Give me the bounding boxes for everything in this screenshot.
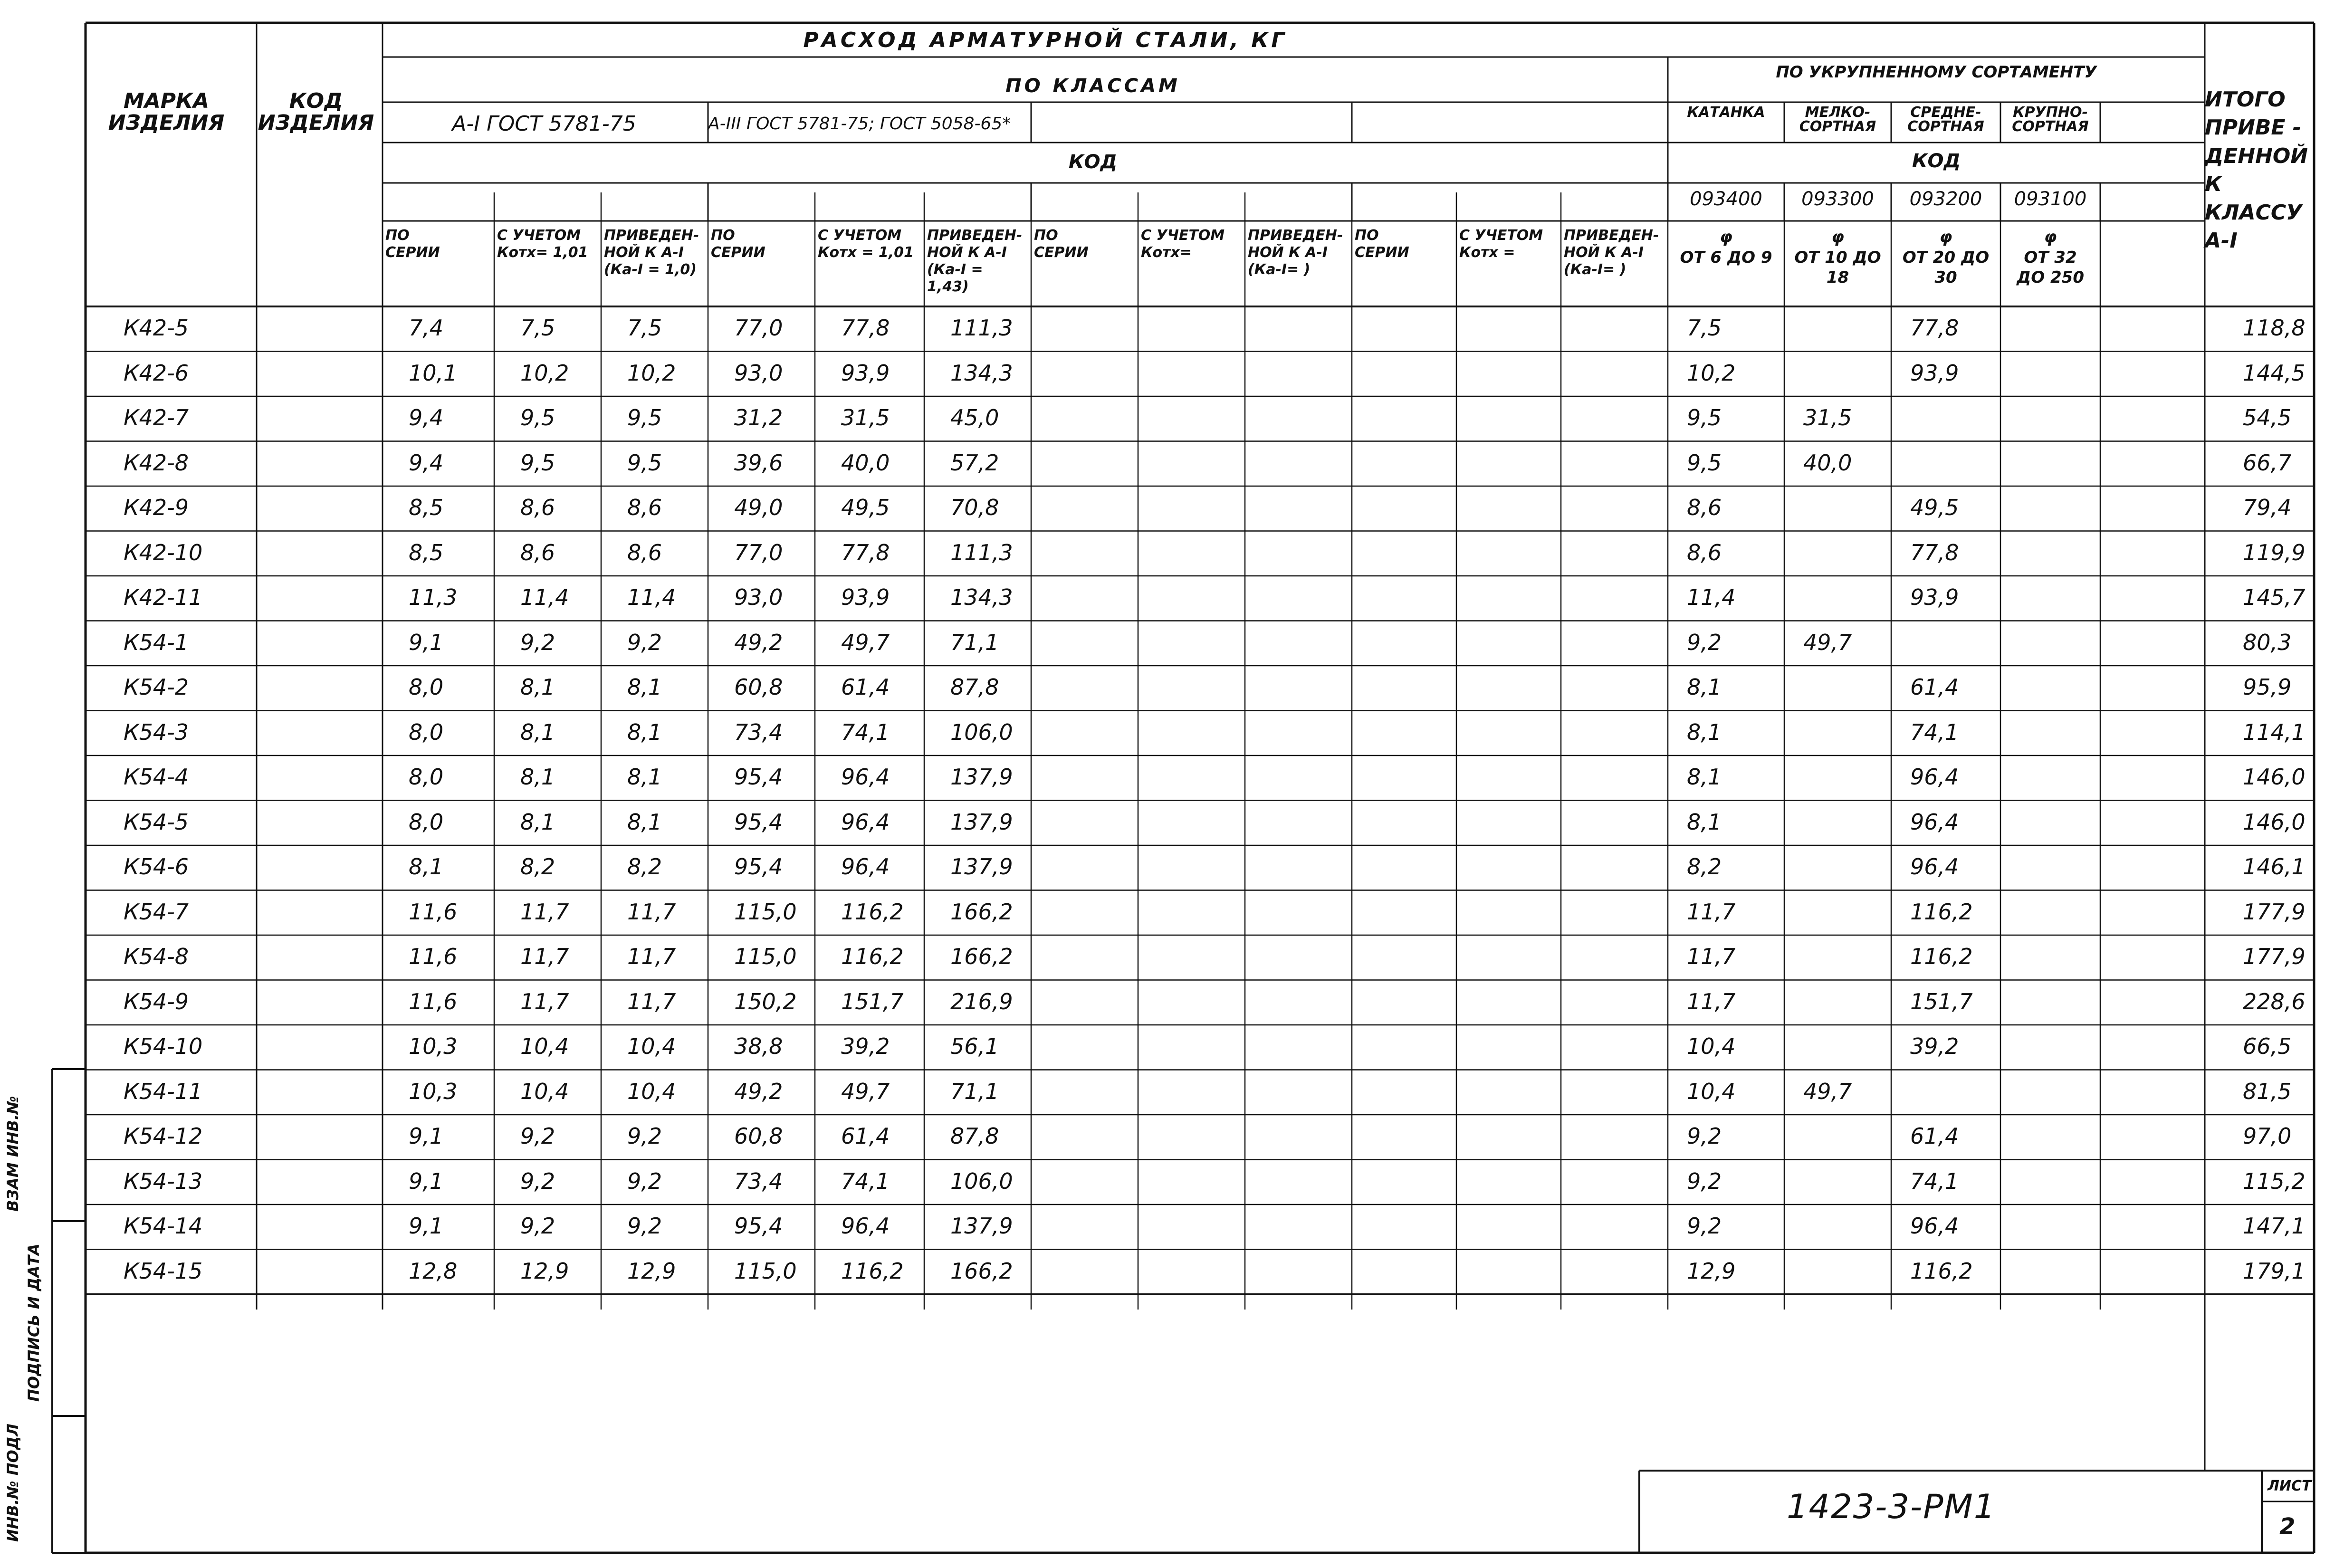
sub-header-10: С УЧЕТОМ Котх = bbox=[1459, 227, 1543, 261]
sub-header-9: ПО СЕРИИ bbox=[1355, 227, 1409, 261]
cell-total: 179,1 bbox=[2243, 1258, 2306, 1284]
cell-class-4: 116,2 bbox=[841, 944, 904, 969]
cell-class-2: 9,2 bbox=[627, 1168, 662, 1194]
cell-class-3: 38,8 bbox=[734, 1033, 783, 1059]
cell-class-2: 9,5 bbox=[627, 449, 662, 476]
cell-class-4: 61,4 bbox=[841, 674, 890, 700]
cell-class-3: 77,0 bbox=[734, 539, 783, 565]
cell-class-4: 96,4 bbox=[841, 1213, 890, 1239]
cell-class-0: 9,1 bbox=[409, 1168, 444, 1194]
header-po-klassam: ПО КЛАССАМ bbox=[1005, 75, 1180, 97]
cell-class-4: 49,5 bbox=[841, 495, 890, 520]
cell-class-1: 10,4 bbox=[520, 1078, 569, 1104]
cell-class-0: 8,0 bbox=[409, 809, 444, 835]
cell-class-2: 9,2 bbox=[627, 1123, 662, 1149]
cell-class-3: 49,2 bbox=[734, 629, 783, 655]
cell-sortament-2: 116,2 bbox=[1910, 899, 1973, 925]
cell-total: 114,1 bbox=[2243, 719, 2306, 745]
cell-total: 228,6 bbox=[2243, 988, 2306, 1014]
cell-class-2: 8,1 bbox=[627, 674, 662, 700]
row-mark: К42-8 bbox=[124, 449, 189, 476]
cell-class-5: 137,9 bbox=[950, 854, 1013, 880]
cell-class-2: 11,4 bbox=[627, 584, 676, 610]
cell-class-1: 8,1 bbox=[520, 809, 555, 835]
cell-class-3: 115,0 bbox=[734, 944, 797, 969]
cell-class-2: 9,2 bbox=[627, 1213, 662, 1239]
row-mark: К54-10 bbox=[124, 1033, 203, 1059]
cell-sortament-0: 9,5 bbox=[1687, 449, 1722, 476]
cell-class-3: 150,2 bbox=[734, 988, 797, 1014]
cell-class-1: 7,5 bbox=[520, 315, 555, 341]
cell-sortament-2: 93,9 bbox=[1910, 360, 1959, 386]
cell-total: 80,3 bbox=[2243, 629, 2292, 655]
row-mark: К54-15 bbox=[124, 1258, 203, 1284]
cell-total: 146,1 bbox=[2243, 854, 2306, 880]
header-itogo: ИТОГО ПРИВЕ - ДЕННОЙ К КЛАССУ А-I bbox=[2205, 87, 2308, 253]
cell-sortament-0: 10,2 bbox=[1687, 360, 1736, 386]
cell-class-4: 74,1 bbox=[841, 1168, 890, 1194]
cell-sortament-1: 49,7 bbox=[1803, 1078, 1852, 1104]
cell-total: 145,7 bbox=[2243, 584, 2306, 610]
cell-class-1: 8,6 bbox=[520, 539, 555, 565]
cell-class-3: 77,0 bbox=[734, 315, 783, 341]
cell-sortament-0: 8,2 bbox=[1687, 854, 1722, 880]
cell-total: 54,5 bbox=[2243, 405, 2292, 430]
cell-class-4: 61,4 bbox=[841, 1123, 890, 1149]
sub-header-8: ПРИВЕДЕН- НОЙ К А-I (Ка-I= ) bbox=[1248, 227, 1343, 278]
cell-class-5: 134,3 bbox=[950, 360, 1013, 386]
cell-class-4: 116,2 bbox=[841, 1258, 904, 1284]
cell-class-2: 9,2 bbox=[627, 629, 662, 655]
cell-class-3: 31,2 bbox=[734, 405, 783, 430]
cell-class-4: 49,7 bbox=[841, 1078, 890, 1104]
cell-sortament-0: 9,2 bbox=[1687, 629, 1722, 655]
cell-class-3: 95,4 bbox=[734, 809, 783, 835]
cell-class-1: 12,9 bbox=[520, 1258, 569, 1284]
cell-class-5: 87,8 bbox=[950, 1123, 999, 1149]
cell-total: 79,4 bbox=[2243, 495, 2292, 520]
sort-code-1: 093300 bbox=[1801, 188, 1874, 210]
cell-class-2: 11,7 bbox=[627, 988, 676, 1014]
cell-class-0: 10,3 bbox=[409, 1078, 458, 1104]
cell-class-1: 8,1 bbox=[520, 674, 555, 700]
row-mark: К54-14 bbox=[124, 1213, 203, 1239]
cell-total: 95,9 bbox=[2243, 674, 2292, 700]
cell-class-1: 10,2 bbox=[520, 360, 569, 386]
cell-class-5: 137,9 bbox=[950, 1213, 1013, 1239]
cell-sortament-0: 10,4 bbox=[1687, 1078, 1736, 1104]
cell-class-3: 115,0 bbox=[734, 1258, 797, 1284]
cell-total: 81,5 bbox=[2243, 1078, 2292, 1104]
sheet-label: ЛИСТ bbox=[2268, 1478, 2312, 1494]
cell-class-3: 73,4 bbox=[734, 1168, 783, 1194]
cell-class-4: 96,4 bbox=[841, 854, 890, 880]
cell-class-5: 70,8 bbox=[950, 495, 999, 520]
cell-class-0: 7,4 bbox=[409, 315, 444, 341]
cell-class-3: 95,4 bbox=[734, 764, 783, 790]
cell-sortament-0: 8,1 bbox=[1687, 764, 1722, 790]
cell-sortament-0: 8,6 bbox=[1687, 539, 1722, 565]
cell-class-2: 8,1 bbox=[627, 764, 662, 790]
cell-class-1: 11,7 bbox=[520, 988, 569, 1014]
cell-class-2: 10,2 bbox=[627, 360, 676, 386]
cell-class-1: 9,2 bbox=[520, 1213, 555, 1239]
cell-class-5: 216,9 bbox=[950, 988, 1013, 1014]
cell-sortament-2: 61,4 bbox=[1910, 674, 1959, 700]
cell-class-0: 10,3 bbox=[409, 1033, 458, 1059]
sort-label-0: КАТАНКА bbox=[1687, 104, 1765, 121]
cell-sortament-2: 74,1 bbox=[1910, 1168, 1959, 1194]
cell-class-4: 40,0 bbox=[841, 449, 890, 476]
cell-class-5: 71,1 bbox=[950, 629, 999, 655]
cell-class-3: 60,8 bbox=[734, 1123, 783, 1149]
cell-class-0: 11,3 bbox=[409, 584, 458, 610]
cell-sortament-2: 151,7 bbox=[1910, 988, 1973, 1014]
cell-class-3: 93,0 bbox=[734, 584, 783, 610]
cell-sortament-2: 93,9 bbox=[1910, 584, 1959, 610]
cell-class-0: 9,1 bbox=[409, 1213, 444, 1239]
cell-class-4: 96,4 bbox=[841, 809, 890, 835]
cell-class-3: 95,4 bbox=[734, 1213, 783, 1239]
row-mark: К54-13 bbox=[124, 1168, 203, 1194]
cell-class-5: 137,9 bbox=[950, 764, 1013, 790]
sort-label-2: СРЕДНЕ- СОРТНАЯ bbox=[1907, 104, 1984, 135]
cell-class-5: 137,9 bbox=[950, 809, 1013, 835]
cell-total: 115,2 bbox=[2243, 1168, 2306, 1194]
cell-class-5: 71,1 bbox=[950, 1078, 999, 1104]
cell-class-4: 77,8 bbox=[841, 539, 890, 565]
cell-sortament-1: 40,0 bbox=[1803, 449, 1852, 476]
cell-class-5: 111,3 bbox=[950, 315, 1013, 341]
cell-class-0: 11,6 bbox=[409, 944, 458, 969]
sub-header-6: ПО СЕРИИ bbox=[1034, 227, 1089, 261]
cell-class-3: 60,8 bbox=[734, 674, 783, 700]
cell-sortament-2: 74,1 bbox=[1910, 719, 1959, 745]
cell-class-0: 8,5 bbox=[409, 539, 444, 565]
cell-class-4: 77,8 bbox=[841, 315, 890, 341]
cell-class-1: 9,2 bbox=[520, 1168, 555, 1194]
cell-sortament-0: 9,5 bbox=[1687, 405, 1722, 430]
cell-class-1: 11,7 bbox=[520, 944, 569, 969]
row-mark: К54-11 bbox=[124, 1078, 203, 1104]
cell-class-4: 49,7 bbox=[841, 629, 890, 655]
cell-sortament-0: 11,7 bbox=[1687, 899, 1736, 925]
cell-class-0: 9,4 bbox=[409, 405, 444, 430]
stamp-vzam-inv: ВЗАМ ИНВ.№ bbox=[4, 1096, 22, 1212]
cell-sortament-2: 96,4 bbox=[1910, 854, 1959, 880]
cell-sortament-0: 7,5 bbox=[1687, 315, 1722, 341]
cell-class-3: 49,2 bbox=[734, 1078, 783, 1104]
cell-total: 146,0 bbox=[2243, 764, 2306, 790]
cell-class-1: 11,7 bbox=[520, 899, 569, 925]
header-class-a1: А-I ГОСТ 5781-75 bbox=[452, 112, 636, 136]
cell-class-3: 93,0 bbox=[734, 360, 783, 386]
cell-class-1: 10,4 bbox=[520, 1033, 569, 1059]
row-mark: К42-5 bbox=[124, 315, 189, 341]
cell-sortament-2: 61,4 bbox=[1910, 1123, 1959, 1149]
cell-sortament-2: 77,8 bbox=[1910, 315, 1959, 341]
cell-class-4: 39,2 bbox=[841, 1033, 890, 1059]
header-marka: МАРКА ИЗДЕЛИЯ bbox=[108, 89, 225, 135]
cell-class-1: 8,1 bbox=[520, 764, 555, 790]
cell-class-0: 11,6 bbox=[409, 988, 458, 1014]
cell-total: 177,9 bbox=[2243, 899, 2306, 925]
cell-class-1: 8,2 bbox=[520, 854, 555, 880]
cell-class-5: 106,0 bbox=[950, 1168, 1013, 1194]
cell-sortament-2: 49,5 bbox=[1910, 495, 1959, 520]
cell-class-2: 8,1 bbox=[627, 809, 662, 835]
cell-class-5: 166,2 bbox=[950, 899, 1013, 925]
cell-sortament-0: 8,1 bbox=[1687, 719, 1722, 745]
row-mark: К54-7 bbox=[124, 899, 189, 925]
cell-sortament-2: 116,2 bbox=[1910, 944, 1973, 969]
cell-class-0: 8,0 bbox=[409, 674, 444, 700]
cell-class-0: 8,5 bbox=[409, 495, 444, 520]
cell-total: 177,9 bbox=[2243, 944, 2306, 969]
cell-sortament-0: 11,7 bbox=[1687, 988, 1736, 1014]
cell-class-2: 8,6 bbox=[627, 495, 662, 520]
cell-class-2: 10,4 bbox=[627, 1078, 676, 1104]
cell-sortament-0: 9,2 bbox=[1687, 1213, 1722, 1239]
row-mark: К54-2 bbox=[124, 674, 189, 700]
cell-sortament-2: 96,4 bbox=[1910, 809, 1959, 835]
cell-class-3: 49,0 bbox=[734, 495, 783, 520]
header-title: РАСХОД АРМАТУРНОЙ СТАЛИ, КГ bbox=[803, 28, 1288, 52]
cell-total: 147,1 bbox=[2243, 1213, 2306, 1239]
cell-class-5: 106,0 bbox=[950, 719, 1013, 745]
cell-sortament-0: 12,9 bbox=[1687, 1258, 1736, 1284]
cell-sortament-1: 49,7 bbox=[1803, 629, 1852, 655]
cell-class-4: 116,2 bbox=[841, 899, 904, 925]
row-mark: К42-6 bbox=[124, 360, 189, 386]
header-kod-sortament: КОД bbox=[1912, 150, 1961, 172]
cell-class-5: 56,1 bbox=[950, 1033, 999, 1059]
stamp-podpis-data: ПОДПИСЬ И ДАТА bbox=[25, 1243, 43, 1402]
cell-sortament-2: 116,2 bbox=[1910, 1258, 1973, 1284]
cell-class-2: 10,4 bbox=[627, 1033, 676, 1059]
cell-total: 118,8 bbox=[2243, 315, 2306, 341]
cell-class-2: 11,7 bbox=[627, 944, 676, 969]
sheet-number: 2 bbox=[2279, 1513, 2296, 1540]
cell-class-0: 12,8 bbox=[409, 1258, 458, 1284]
cell-sortament-2: 77,8 bbox=[1910, 539, 1959, 565]
row-mark: К54-9 bbox=[124, 988, 189, 1014]
cell-class-3: 73,4 bbox=[734, 719, 783, 745]
cell-total: 119,9 bbox=[2243, 539, 2306, 565]
cell-class-1: 8,6 bbox=[520, 495, 555, 520]
cell-class-0: 8,0 bbox=[409, 764, 444, 790]
row-mark: К42-7 bbox=[124, 405, 189, 430]
sub-header-7: С УЧЕТОМ Котх= bbox=[1141, 227, 1225, 261]
cell-sortament-0: 8,1 bbox=[1687, 674, 1722, 700]
cell-class-5: 87,8 bbox=[950, 674, 999, 700]
cell-class-5: 111,3 bbox=[950, 539, 1013, 565]
row-mark: К54-1 bbox=[124, 629, 189, 655]
cell-class-1: 8,1 bbox=[520, 719, 555, 745]
cell-class-0: 9,1 bbox=[409, 1123, 444, 1149]
cell-class-2: 8,6 bbox=[627, 539, 662, 565]
cell-class-0: 9,1 bbox=[409, 629, 444, 655]
cell-class-2: 8,1 bbox=[627, 719, 662, 745]
cell-class-0: 9,4 bbox=[409, 449, 444, 476]
cell-class-1: 9,2 bbox=[520, 629, 555, 655]
cell-sortament-0: 11,7 bbox=[1687, 944, 1736, 969]
row-mark: К54-8 bbox=[124, 944, 189, 969]
stamp-inv-podl: ИНВ.№ ПОДЛ bbox=[4, 1424, 22, 1542]
header-class-a3: А-III ГОСТ 5781-75; ГОСТ 5058-65* bbox=[708, 114, 1011, 134]
row-mark: К54-3 bbox=[124, 719, 189, 745]
row-mark: К54-4 bbox=[124, 764, 189, 790]
row-mark: К42-11 bbox=[124, 584, 203, 610]
sort-label-1: МЕЛКО- СОРТНАЯ bbox=[1799, 104, 1876, 135]
cell-class-5: 166,2 bbox=[950, 1258, 1013, 1284]
cell-class-1: 9,2 bbox=[520, 1123, 555, 1149]
sub-header-2: ПРИВЕДЕН- НОЙ К А-I (Ка-I = 1,0) bbox=[604, 227, 699, 278]
cell-sortament-0: 9,2 bbox=[1687, 1123, 1722, 1149]
sort-range-2: φ ОТ 20 ДО 30 bbox=[1902, 228, 1990, 287]
sort-code-3: 093100 bbox=[2014, 188, 2087, 210]
cell-sortament-2: 96,4 bbox=[1910, 764, 1959, 790]
cell-class-2: 11,7 bbox=[627, 899, 676, 925]
header-kod-classes: КОД bbox=[1068, 151, 1118, 173]
cell-class-2: 12,9 bbox=[627, 1258, 676, 1284]
sub-header-4: С УЧЕТОМ Котх = 1,01 bbox=[818, 227, 914, 261]
header-kod-izdeliya: КОД ИЗДЕЛИЯ bbox=[258, 89, 374, 135]
row-mark: К54-12 bbox=[124, 1123, 203, 1149]
cell-class-0: 8,0 bbox=[409, 719, 444, 745]
sort-code-0: 093400 bbox=[1690, 188, 1762, 210]
sort-range-3: φ ОТ 32 ДО 250 bbox=[2017, 228, 2084, 287]
cell-class-5: 57,2 bbox=[950, 449, 999, 476]
cell-class-3: 39,6 bbox=[734, 449, 783, 476]
sub-header-11: ПРИВЕДЕН- НОЙ К А-I (Ка-I= ) bbox=[1564, 227, 1659, 278]
sort-code-2: 093200 bbox=[1909, 188, 1982, 210]
row-mark: К54-5 bbox=[124, 809, 189, 835]
sort-label-3: КРУПНО- СОРТНАЯ bbox=[2012, 104, 2089, 135]
cell-class-3: 115,0 bbox=[734, 899, 797, 925]
row-mark: К42-9 bbox=[124, 495, 189, 520]
cell-class-2: 7,5 bbox=[627, 315, 662, 341]
cell-class-4: 93,9 bbox=[841, 584, 890, 610]
cell-total: 144,5 bbox=[2243, 360, 2306, 386]
cell-sortament-2: 96,4 bbox=[1910, 1213, 1959, 1239]
cell-sortament-0: 8,6 bbox=[1687, 495, 1722, 520]
cell-sortament-0: 10,4 bbox=[1687, 1033, 1736, 1059]
cell-class-5: 134,3 bbox=[950, 584, 1013, 610]
header-po-sortamentu: ПО УКРУПНЕННОМУ СОРТАМЕНТУ bbox=[1776, 63, 2097, 82]
cell-class-1: 11,4 bbox=[520, 584, 569, 610]
cell-total: 97,0 bbox=[2243, 1123, 2292, 1149]
sub-header-3: ПО СЕРИИ bbox=[711, 227, 765, 261]
document-code: 1423-3-РМ1 bbox=[1787, 1487, 1996, 1526]
cell-class-0: 11,6 bbox=[409, 899, 458, 925]
row-mark: К42-10 bbox=[124, 539, 203, 565]
cell-class-2: 8,2 bbox=[627, 854, 662, 880]
cell-sortament-0: 8,1 bbox=[1687, 809, 1722, 835]
cell-class-0: 8,1 bbox=[409, 854, 444, 880]
cell-sortament-1: 31,5 bbox=[1803, 405, 1852, 430]
cell-class-4: 31,5 bbox=[841, 405, 890, 430]
sort-range-1: φ ОТ 10 ДО 18 bbox=[1794, 228, 1881, 287]
cell-class-4: 93,9 bbox=[841, 360, 890, 386]
cell-sortament-0: 11,4 bbox=[1687, 584, 1736, 610]
cell-class-3: 95,4 bbox=[734, 854, 783, 880]
cell-total: 66,5 bbox=[2243, 1033, 2292, 1059]
cell-class-1: 9,5 bbox=[520, 405, 555, 430]
cell-sortament-0: 9,2 bbox=[1687, 1168, 1722, 1194]
cell-sortament-2: 39,2 bbox=[1910, 1033, 1959, 1059]
row-mark: К54-6 bbox=[124, 854, 189, 880]
cell-class-4: 74,1 bbox=[841, 719, 890, 745]
cell-class-1: 9,5 bbox=[520, 449, 555, 476]
cell-total: 66,7 bbox=[2243, 449, 2292, 476]
cell-class-4: 151,7 bbox=[841, 988, 904, 1014]
sub-header-1: С УЧЕТОМ Котх= 1,01 bbox=[497, 227, 588, 261]
cell-class-2: 9,5 bbox=[627, 405, 662, 430]
cell-class-4: 96,4 bbox=[841, 764, 890, 790]
cell-total: 146,0 bbox=[2243, 809, 2306, 835]
sort-range-0: φ ОТ 6 ДО 9 bbox=[1680, 228, 1772, 267]
cell-class-5: 45,0 bbox=[950, 405, 999, 430]
cell-class-5: 166,2 bbox=[950, 944, 1013, 969]
cell-class-0: 10,1 bbox=[409, 360, 458, 386]
sub-header-5: ПРИВЕДЕН- НОЙ К А-I (Ка-I = 1,43) bbox=[927, 227, 1023, 295]
sub-header-0: ПО СЕРИИ bbox=[385, 227, 440, 261]
